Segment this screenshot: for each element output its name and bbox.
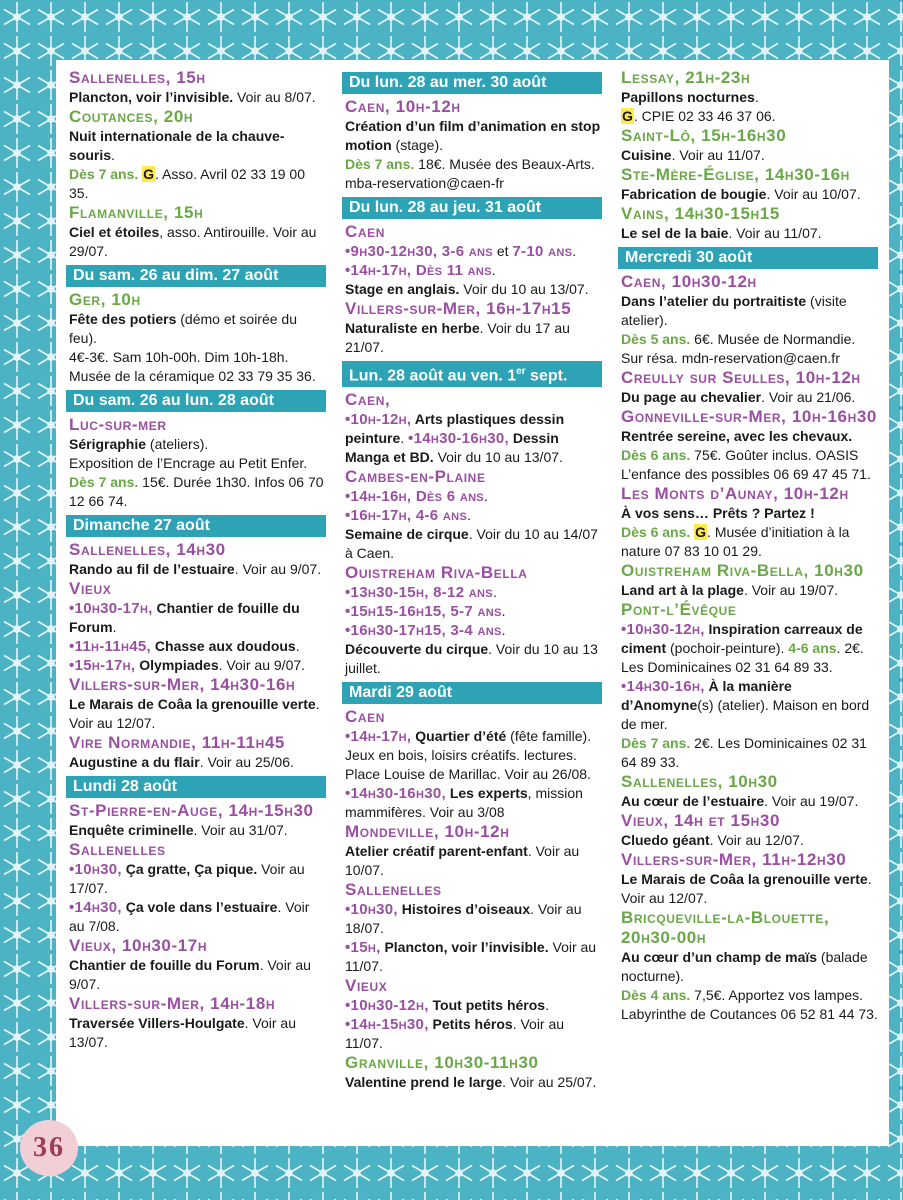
event-entry: Caen, 10h30-12h Dans l’atelier du portraitiste (visite atelier). Dès 5 ans. 6€. Musée de Normandie. Sur résa. mdn-reservation@caen.fr [621, 272, 878, 368]
event-entry: Flamanville, 15h Ciel et étoiles, asso. Antirouille. Voir au 29/07. [69, 203, 326, 261]
event-entry: Lessay, 21h-23h Papillons nocturnes. G. CPIE 02 33 46 37 06. [621, 68, 878, 126]
event-entry: Caen, •10h-12h, Arts plastiques dessin peinture. •14h30-16h30, Dessin Manga et BD. Voir du 10 au 13/07. [345, 390, 602, 467]
event-place: Flamanville, 15h [69, 203, 204, 222]
event-place: Villers-sur-Mer, 16h-17h15 [345, 299, 572, 318]
event-entry: Ger, 10h Fête des potiers (démo et soirée du feu). 4€-3€. Sam 10h-00h. Dim 10h-18h. Musée de la céramique 02 33 79 35 36. [69, 290, 326, 386]
event-entry: Villers-sur-Mer, 14h-18h Traversée Villers-Houlgate. Voir au 13/07. [69, 994, 326, 1052]
event-place: Vieux [69, 579, 112, 598]
event-entry: Ouistreham Riva-Bella •13h30-15h, 8-12 ans. •15h15-16h15, 5-7 ans. •16h30-17h15, 3-4 ans. Découverte du cirque. Voir du 10 au 13 juillet. [345, 563, 602, 678]
event-place: Caen [345, 222, 386, 241]
event-place: Caen, 10h30-12h [621, 272, 757, 291]
event-entry: Villers-sur-Mer, 11h-12h30 Le Marais de Coâa la grenouille verte. Voir au 12/07. [621, 850, 878, 908]
event-entry: Sallenelles, 14h30 Rando au fil de l’estuaire. Voir au 9/07. [69, 540, 326, 579]
event-entry: Granville, 10h30-11h30 Valentine prend le large. Voir au 25/07. [345, 1053, 602, 1092]
event-place: Sallenelles [345, 880, 442, 900]
event-entry: St-Pierre-en-Auge, 14h-15h30 Enquête criminelle. Voir au 31/07. [69, 801, 326, 840]
event-entry: Creully sur Seulles, 10h-12h Du page au chevalier. Voir au 21/06. [621, 368, 878, 407]
event-place: Saint-Lô, 15h-16h30 [621, 126, 787, 145]
event-entry: Bricqueville-la-Blouette, 20h30-00h Au cœur d’un champ de maïs (balade nocturne). Dès 4 ans. 7,5€. Apportez vos lampes. Labyrinthe de Coutances 06 52 81 44 73. [621, 908, 878, 1022]
event-place: Coutances, 20h [69, 107, 194, 126]
event-entry: Sallenelles •10h30, Ça gratte, Ça pique. Voir au 17/07. •14h30, Ça vole dans l’estuaire. Voir au 7/08. [69, 840, 326, 936]
event-entry: Vieux, 10h30-17h Chantier de fouille du Forum. Voir au 9/07. [69, 936, 326, 994]
date-header: Dimanche 27 août [66, 515, 326, 537]
event-place: Sallenelles, 10h30 [621, 772, 778, 791]
event-place: Ste-Mère-Église, 14h30-16h [621, 165, 850, 184]
event-entry: Saint-Lô, 15h-16h30 Cuisine. Voir au 11/07. [621, 126, 878, 165]
date-header: Du sam. 26 au lun. 28 août [66, 390, 326, 412]
event-place: Vieux, 14h et 15h30 [621, 811, 781, 830]
event-entry: Vieux •10h30-17h, Chantier de fouille du Forum. •11h-11h45, Chasse aux doudous. •15h-17h, Olympiades. Voir au 9/07. [69, 579, 326, 675]
event-entry: Mondeville, 10h-12h Atelier créatif parent-enfant. Voir au 10/07. [345, 822, 602, 880]
event-place: Creully sur Seulles, 10h-12h [621, 368, 861, 387]
event-place: Sallenelles [69, 840, 166, 859]
event-place: Ouistreham Riva-Bella [345, 563, 528, 583]
date-header: Mardi 29 août [342, 682, 602, 704]
free-badge: G [695, 524, 707, 540]
event-entry: Vieux •10h30-12h, Tout petits héros. •14h-15h30, Petits héros. Voir au 11/07. [345, 976, 602, 1053]
event-entry: Caen, 10h-12h Création d’un film d’animation en stop motion (stage). Dès 7 ans. 18€. Musée des Beaux-Arts. mba-reservation@caen-fr [345, 97, 601, 191]
event-place: Sallenelles, 15h [69, 68, 206, 87]
free-badge: G [143, 166, 155, 182]
event-entry: Les Monts d’Aunay, 10h-12h À vos sens… Prêts ? Partez ! Dès 6 ans. G. Musée d’initiation à la nature 07 83 10 01 29. [621, 484, 878, 561]
event-place: Villers-sur-Mer, 14h-18h [69, 994, 276, 1013]
page-number: 36 [20, 1120, 78, 1176]
event-entry: Luc-sur-mer Sérigraphie (ateliers). Exposition de l’Encrage au Petit Enfer. Dès 7 ans. 15€. Durée 1h30. Infos 06 70 12 66 74. [69, 415, 326, 511]
event-place: Caen, [345, 390, 391, 410]
event-place: Luc-sur-mer [69, 415, 167, 434]
event-entry: Ouistreham Riva-Bella, 10h30 Land art à la plage. Voir au 19/07. [621, 561, 878, 600]
agenda-column-3 [621, 68, 878, 1024]
event-entry: Pont-l’Évêque •10h30-12h, Inspiration carreaux de ciment (pochoir-peinture). 4-6 ans. 2€. Les Dominicaines 02 31 64 89 33. •14h30-16h, À la manière d’Anomyne(s) (atelier). Maison en bord de mer. Dès 7 ans. 2€. Les Dominicaines 02 31 64 89 33. [621, 600, 878, 772]
event-place: Vieux [345, 976, 388, 996]
event-place: Caen, 10h-12h [345, 97, 461, 116]
event-place: Pont-l’Évêque [621, 600, 737, 619]
date-header: Lundi 28 août [66, 776, 326, 798]
event-entry: Vains, 14h30-15h15 Le sel de la baie. Voir au 11/07. [621, 204, 878, 243]
agenda-column-2 [345, 68, 602, 1092]
event-entry: Sallenelles •10h30, Histoires d’oiseaux. Voir au 18/07. •15h, Plancton, voir l’invisible. Voir au 11/07. [345, 880, 602, 976]
event-place: Lessay, 21h-23h [621, 68, 751, 87]
event-place: St-Pierre-en-Auge, 14h-15h30 [69, 801, 314, 820]
event-place: Granville, 10h30-11h30 [345, 1053, 539, 1073]
event-place: Vains, 14h30-15h15 [621, 204, 780, 223]
event-place: Sallenelles, 14h30 [69, 540, 226, 559]
event-place: Vieux, 10h30-17h [69, 936, 208, 955]
event-place: Villers-sur-Mer, 11h-12h30 [621, 850, 847, 869]
agenda-page [56, 60, 889, 1146]
event-place: Cambes-en-Plaine [345, 467, 486, 487]
date-header: Du lun. 28 au mer. 30 août [342, 72, 602, 94]
event-place: Gonneville-sur-Mer, 10h-16h30 [621, 407, 877, 426]
event-entry: Villers-sur-Mer, 14h30-16h Le Marais de Coâa la grenouille verte. Voir au 12/07. [69, 675, 326, 733]
event-entry: Sallenelles, 10h30 Au cœur de l’estuaire. Voir au 19/07. [621, 772, 878, 811]
event-place: Bricqueville-la-Blouette, 20h30-00h [621, 908, 830, 947]
event-entry: Sallenelles, 15h Plancton, voir l’invisible. Voir au 8/07. [69, 68, 326, 107]
date-header: Mercredi 30 août [618, 247, 878, 269]
event-entry: Cambes-en-Plaine •14h-16h, Dès 6 ans. •16h-17h, 4-6 ans. Semaine de cirque. Voir du 10 au 14/07 à Caen. [345, 467, 602, 563]
event-place: Ger, 10h [69, 290, 141, 309]
event-place: Mondeville, 10h-12h [345, 822, 510, 842]
event-place: Villers-sur-Mer, 14h30-16h [69, 675, 296, 694]
event-entry: Coutances, 20h Nuit internationale de la chauve-souris. Dès 7 ans. G. Asso. Avril 02 33 19 00 35. [69, 107, 326, 203]
event-place: Ouistreham Riva-Bella, 10h30 [621, 561, 864, 580]
event-entry: Gonneville-sur-Mer, 10h-16h30 Rentrée sereine, avec les chevaux. Dès 6 ans. 75€. Goûter inclus. OASIS L’enfance des possibles 06 69 47 45 71. [621, 407, 877, 482]
event-entry: Caen •9h30-12h30, 3-6 ans et 7-10 ans. •14h-17h, Dès 11 ans. Stage en anglais. Voir du 10 au 13/07. [345, 222, 602, 299]
date-header: Du lun. 28 au jeu. 31 août [342, 197, 602, 219]
agenda-column-1 [69, 68, 326, 1052]
event-entry: Vieux, 14h et 15h30 Cluedo géant. Voir au 12/07. [621, 811, 878, 850]
event-place: Vire Normandie, 11h-11h45 [69, 733, 285, 752]
event-place: Les Monts d’Aunay, 10h-12h [621, 484, 849, 503]
event-place: Caen [345, 707, 386, 727]
event-entry: Vire Normandie, 11h-11h45 Augustine a du flair. Voir au 25/06. [69, 733, 326, 772]
date-header: Du sam. 26 au dim. 27 août [66, 265, 326, 287]
event-entry: Villers-sur-Mer, 16h-17h15 Naturaliste en herbe. Voir du 17 au 21/07. [345, 299, 602, 357]
date-header: Lun. 28 août au ven. 1er sept. [342, 361, 602, 387]
event-entry: Caen •14h-17h, Quartier d’été (fête famille). Jeux en bois, loisirs créatifs. lectures. Place Louise de Marillac. Voir au 26/08. •14h30-16h30, Les experts, mission mammifères. Voir au 3/08 [345, 707, 602, 822]
event-entry: Ste-Mère-Église, 14h30-16h Fabrication de bougie. Voir au 10/07. [621, 165, 878, 204]
free-badge: G [622, 108, 633, 124]
